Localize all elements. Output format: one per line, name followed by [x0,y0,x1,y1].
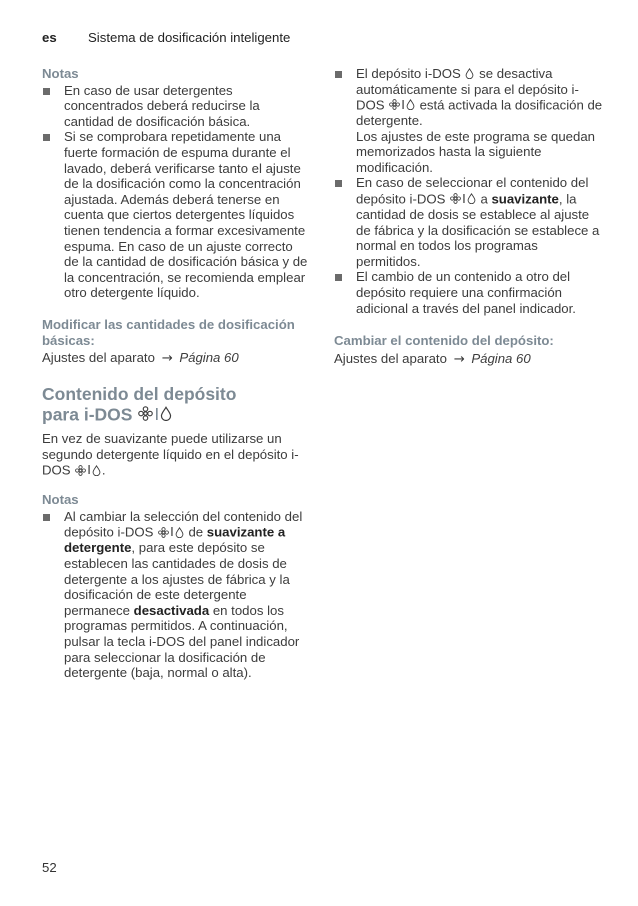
notes-title: Notas [42,492,79,508]
i-dos-icon: I [158,524,184,540]
softener-flower-icon [389,99,400,110]
list-item: Al cambiar la selección del contenido del depósito i-DOS I de suavizante a detergente, para este depósito se establecen las cantidades de dosis de detergente a los ajustes de fábrica y la dosificación de este detergente permanece desactivada en todos los programas permitidos. A continuación, pulsar la tecla i-DOS del panel indicador para seleccionar la dosificación de detergente (baja, normal o alta). [42,509,310,681]
bullet-icon [335,71,342,78]
arrow-right-icon: → [453,351,465,367]
page-reference-link[interactable]: Página 60 [471,350,531,366]
list-item: En caso de usar detergentes concentrados deberá reducirse la cantidad de dosificación básica. [42,83,310,130]
softener-flower-icon [138,406,153,421]
bullet-icon [43,514,50,521]
list-item: El cambio de un contenido a otro del depósito requiere una confirmación adicional a través del panel indicador. [334,269,604,316]
cross-reference: Ajustes del aparato → Página 60 [334,350,531,367]
page-header [42,30,290,46]
detergent-drop-icon [92,465,101,476]
detergent-drop-icon [175,527,184,538]
list-item: Si se comprobara repetidamente una fuerte formación de espuma durante el lavado, deberá verificarse tanto el ajuste de la dosificación como la concentración ajustada. Además deberá tenerse en cuenta que ciertos detergentes líquidos tienen tendencia a formar excesivamente espuma. En caso de un ajuste correcto de la cantidad de dosificación básica y de la concentración, se recomienda emplear otro detergente líquido. [42,129,310,301]
section-title: Contenido del depósito para i-DOS I [42,383,237,425]
arrow-right-icon: → [161,351,173,367]
softener-flower-icon [75,465,86,476]
right-column [334,66,604,367]
bullet-icon [335,180,342,187]
i-dos-icon [465,68,474,79]
list-item: En caso de seleccionar el contenido del depósito i-DOS I a suavizante, la cantidad de dosis se establece al ajuste de fábrica y la dosificación se establece a normal en todos los programas permitidos. [334,175,604,269]
detergent-drop-icon [406,99,415,110]
bullet-icon [43,134,50,141]
page-reference-link[interactable]: Página 60 [179,350,239,366]
i-dos-icon: I [75,462,101,478]
left-column [42,66,310,681]
list-item: El depósito i-DOS se desactiva automáticamente si para el depósito i-DOS I está activada la dosificación de detergente. Los ajustes de este programa se quedan memorizados hasta la siguiente modificación. [334,66,604,175]
cross-reference: Ajustes del aparato → Página 60 [42,350,239,367]
i-dos-icon: I [138,404,172,424]
intro-paragraph: En vez de suavizante puede utilizarse un segundo detergente líquido en el depósito i-DOS I . [42,431,299,478]
language-code: es [42,30,57,45]
notes-list [334,66,604,316]
detergent-drop-icon [467,193,476,204]
softener-flower-icon [158,527,169,538]
bullet-icon [43,88,50,95]
notes-list [42,509,310,681]
detergent-drop-icon [465,68,474,79]
notes-title: Notas [42,66,79,81]
header-title: Sistema de dosificación inteligente [88,30,291,45]
change-content-heading: Cambiar el contenido del depósito: [334,333,554,349]
page-number: 52 [42,860,57,875]
modify-dosage-heading: Modificar las cantidades de dosificación básicas: [42,316,295,348]
i-dos-icon: I [389,97,415,113]
notes-list [42,83,310,301]
bullet-icon [335,274,342,281]
i-dos-icon: I [450,191,476,207]
detergent-drop-icon [160,406,172,421]
softener-flower-icon [450,193,461,204]
